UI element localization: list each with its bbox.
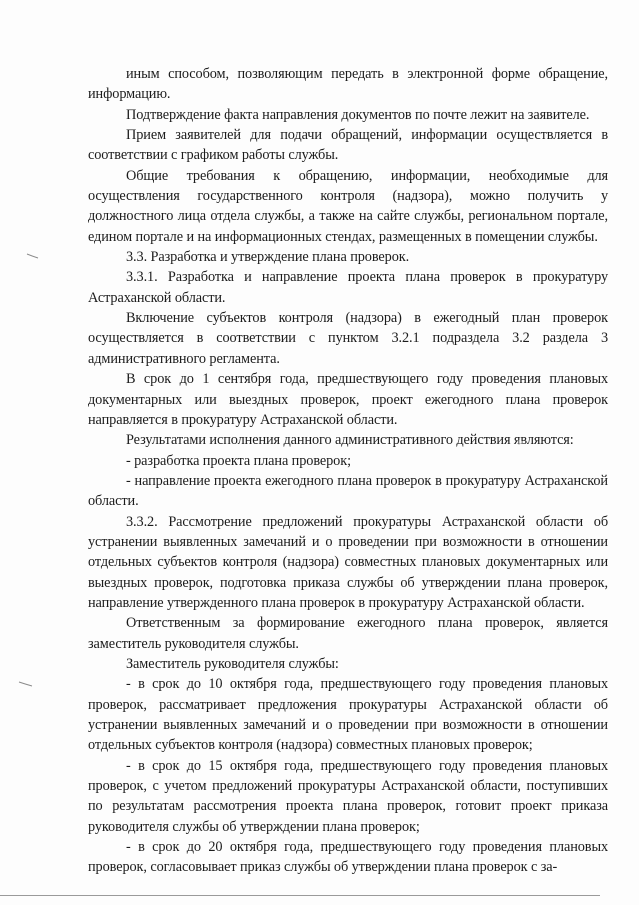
paragraph-14: Заместитель руководителя службы: — [126, 655, 339, 672]
subsection-heading-3-3-2: 3.3.2. Рассмотрение предложений прокуратуры Астраханской области об устранении выявленных замечаний и о проведении при возможности в отношении отдельных субъектов контроля (надзора) совместных плановых документарных или выездных проверок, подготовка приказа службы об утверждении плана проверок, направление утвержденного плана проверок в прокуратуру Астраханской области. — [88, 513, 608, 611]
list-item-2: - направление проекта ежегодного плана проверок в прокуратуру Астраханской области. — [88, 472, 608, 510]
paragraph-13: Ответственным за формирование ежегодного плана проверок, является заместитель руководителя службы. — [88, 615, 608, 652]
scan-speck-mark — [517, 439, 525, 447]
section-heading-3-3: 3.3. Разработка и утверждение плана проверок. — [126, 249, 410, 266]
paragraph-4: Общие требования к обращению, информации, необходимые для осуществления государственного контроля (надзора), можно получить у должностного лица отдела службы, а также на сайте службы, региональном портале, едином портале и на информационных стендах, размещенных в помещении службы. — [88, 167, 608, 245]
paragraph-7: Включение субъектов контроля (надзора) в ежегодный план проверок осуществляется в соответствии с пунктом 3.2.1 подраздела 3.2 раздела 3 административного регламента. — [88, 310, 608, 367]
scan-speck-mark — [18, 680, 34, 688]
list-item-4: - в срок до 15 октября года, предшествующего году проведения плановых проверок, с учетом предложений прокуратуры Астраханской области, поступивших по результатам рассмотрения проекта плана проверок, готовит проект приказа руководителя службы об утверждении плана проверок; — [88, 757, 608, 835]
paragraph-9: Результатами исполнения данного административного действия являются: — [126, 432, 574, 449]
list-item-5: - в срок до 20 октября года, предшествующего году проведения плановых проверок, согласовывает приказ службы об утверждении плана проверок с за- — [88, 839, 608, 876]
paragraph-3: Прием заявителей для подачи обращений, информации осуществляется в соответствии с графиком работы службы. — [88, 127, 608, 164]
document-body — [88, 64, 608, 878]
scan-speck-mark — [26, 252, 40, 260]
list-item-3: - в срок до 10 октября года, предшествующего году проведения плановых проверок, рассматривает предложения прокуратуры Астраханской области об устранении выявленных замечаний и о проведении при возможности в отношении отдельных субъектов контроля (надзора) совместных плановых проверок; — [88, 676, 608, 754]
subsection-heading-3-3-1: 3.3.1. Разработка и направление проекта плана проверок в прокуратуру Астраханской области. — [88, 269, 608, 306]
paragraph-2: Подтверждение факта направления документов по почте лежит на заявителе. — [126, 106, 590, 123]
list-item-1: - разработка проекта плана проверок; — [126, 452, 351, 469]
paragraph-1: иным способом, позволяющим передать в электронной форме обращение, информацию. — [88, 66, 608, 103]
paragraph-8: В срок до 1 сентября года, предшествующего году проведения плановых документарных или выездных проверок, проект ежегодного плана проверок направляется в прокуратуру Астраханской области. — [88, 371, 608, 428]
bottom-scan-edge — [0, 895, 600, 896]
